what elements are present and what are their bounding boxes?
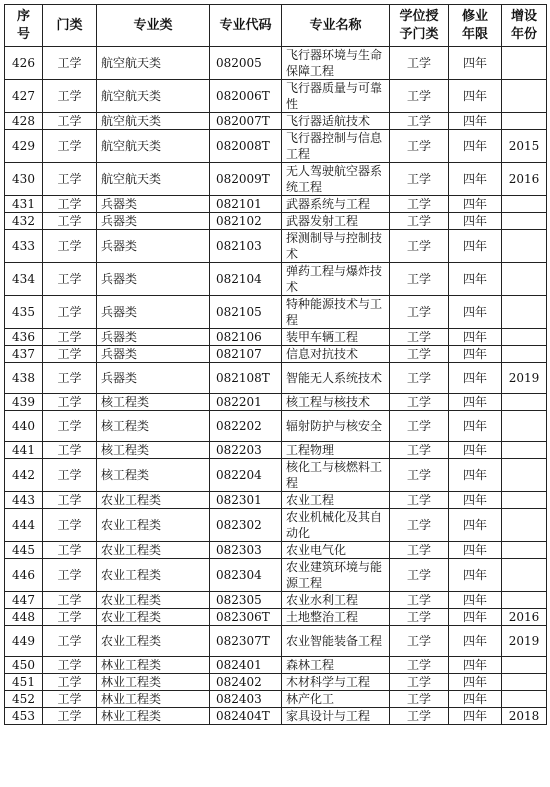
major-code-cell: 082105 [210,296,282,329]
serial-cell: 453 [5,708,43,725]
major-name-cell: 农业智能装备工程 [282,626,390,657]
year-added-cell [502,657,547,674]
table-row [5,213,547,230]
degree-category-cell: 工学 [390,542,449,559]
category-cell: 工学 [43,363,97,394]
header-category: 门类 [43,5,97,47]
major-class-cell: 核工程类 [97,442,210,459]
table-row [5,559,547,592]
year-added-cell [502,492,547,509]
major-name-cell: 特种能源技术与工程 [282,296,390,329]
study-years-cell: 四年 [449,163,502,196]
major-class-cell: 兵器类 [97,213,210,230]
header-study-years [449,5,502,47]
study-years-cell: 四年 [449,708,502,725]
header-line: 予门类 [399,26,439,42]
major-name-cell: 家具设计与工程 [282,708,390,725]
degree-category-cell: 工学 [390,674,449,691]
table-row [5,47,547,80]
header-line: 序 [16,8,30,24]
serial-cell: 439 [5,394,43,411]
major-class-cell: 航空航天类 [97,80,210,113]
major-code-cell: 082007T [210,113,282,130]
major-name-cell: 武器系统与工程 [282,196,390,213]
year-added-cell [502,411,547,442]
degree-category-cell: 工学 [390,442,449,459]
major-code-cell: 082102 [210,213,282,230]
header-row [5,5,547,47]
major-code-cell: 082304 [210,559,282,592]
table-row [5,592,547,609]
category-cell: 工学 [43,394,97,411]
major-name-cell: 飞行器适航技术 [282,113,390,130]
major-name-cell: 林产化工 [282,691,390,708]
study-years-cell: 四年 [449,509,502,542]
study-years-cell: 四年 [449,492,502,509]
serial-cell: 447 [5,592,43,609]
category-cell: 工学 [43,346,97,363]
major-name-cell: 农业水利工程 [282,592,390,609]
major-class-cell: 核工程类 [97,394,210,411]
major-class-cell: 兵器类 [97,363,210,394]
table-row [5,363,547,394]
header-major-class: 专业类 [97,5,210,47]
category-cell: 工学 [43,657,97,674]
study-years-cell: 四年 [449,542,502,559]
major-class-cell: 林业工程类 [97,708,210,725]
serial-cell: 450 [5,657,43,674]
major-class-cell: 农业工程类 [97,609,210,626]
year-added-cell [502,47,547,80]
year-added-cell: 2018 [502,708,547,725]
table-row [5,130,547,163]
study-years-cell: 四年 [449,363,502,394]
major-name-cell: 森林工程 [282,657,390,674]
study-years-cell: 四年 [449,459,502,492]
category-cell: 工学 [43,329,97,346]
degree-category-cell: 工学 [390,411,449,442]
study-years-cell: 四年 [449,442,502,459]
table-row [5,626,547,657]
serial-cell: 430 [5,163,43,196]
table-row [5,394,547,411]
major-name-cell: 武器发射工程 [282,213,390,230]
serial-cell: 434 [5,263,43,296]
degree-category-cell: 工学 [390,346,449,363]
serial-cell: 438 [5,363,43,394]
study-years-cell: 四年 [449,411,502,442]
table-row [5,346,547,363]
category-cell: 工学 [43,542,97,559]
degree-category-cell: 工学 [390,592,449,609]
study-years-cell: 四年 [449,213,502,230]
degree-category-cell: 工学 [390,609,449,626]
major-class-cell: 兵器类 [97,296,210,329]
header-line: 学位授 [399,8,439,24]
major-name-cell: 智能无人系统技术 [282,363,390,394]
category-cell: 工学 [43,213,97,230]
major-class-cell: 兵器类 [97,346,210,363]
year-added-cell: 2016 [502,609,547,626]
serial-cell: 440 [5,411,43,442]
table-row [5,674,547,691]
major-code-cell: 082307T [210,626,282,657]
degree-category-cell: 工学 [390,329,449,346]
category-cell: 工学 [43,674,97,691]
degree-category-cell: 工学 [390,509,449,542]
serial-cell: 428 [5,113,43,130]
major-name-cell: 木材科学与工程 [282,674,390,691]
year-added-cell: 2015 [502,130,547,163]
serial-cell: 433 [5,230,43,263]
major-class-cell: 林业工程类 [97,674,210,691]
category-cell: 工学 [43,163,97,196]
year-added-cell [502,442,547,459]
header-major-name: 专业名称 [282,5,390,47]
major-name-cell: 探测制导与控制技术 [282,230,390,263]
year-added-cell [502,674,547,691]
degree-category-cell: 工学 [390,163,449,196]
major-class-cell: 兵器类 [97,263,210,296]
header-line: 修业 [461,8,488,24]
degree-category-cell: 工学 [390,459,449,492]
header-major-code: 专业代码 [210,5,282,47]
serial-cell: 452 [5,691,43,708]
table-row [5,196,547,213]
table-row [5,442,547,459]
header-line: 年限 [461,26,488,42]
major-code-cell: 082202 [210,411,282,442]
category-cell: 工学 [43,609,97,626]
year-added-cell [502,196,547,213]
major-code-cell: 082108T [210,363,282,394]
study-years-cell: 四年 [449,329,502,346]
table-row [5,329,547,346]
year-added-cell [502,691,547,708]
year-added-cell: 2019 [502,626,547,657]
major-code-cell: 082005 [210,47,282,80]
category-cell: 工学 [43,626,97,657]
study-years-cell: 四年 [449,626,502,657]
year-added-cell [502,559,547,592]
serial-cell: 441 [5,442,43,459]
table-row [5,509,547,542]
table-row [5,296,547,329]
year-added-cell [502,230,547,263]
category-cell: 工学 [43,492,97,509]
study-years-cell: 四年 [449,296,502,329]
serial-cell: 432 [5,213,43,230]
study-years-cell: 四年 [449,196,502,213]
major-code-cell: 082101 [210,196,282,213]
major-code-cell: 082302 [210,509,282,542]
year-added-cell [502,296,547,329]
major-name-cell: 飞行器质量与可靠性 [282,80,390,113]
study-years-cell: 四年 [449,47,502,80]
major-class-cell: 农业工程类 [97,592,210,609]
study-years-cell: 四年 [449,691,502,708]
category-cell: 工学 [43,196,97,213]
degree-category-cell: 工学 [390,230,449,263]
major-name-cell: 飞行器控制与信息工程 [282,130,390,163]
major-code-cell: 082201 [210,394,282,411]
major-name-cell: 弹药工程与爆炸技术 [282,263,390,296]
category-cell: 工学 [43,691,97,708]
degree-category-cell: 工学 [390,113,449,130]
year-added-cell: 2016 [502,163,547,196]
major-code-cell: 082301 [210,492,282,509]
major-code-cell: 082204 [210,459,282,492]
study-years-cell: 四年 [449,263,502,296]
serial-cell: 443 [5,492,43,509]
major-name-cell: 装甲车辆工程 [282,329,390,346]
header-line: 年份 [510,26,537,42]
major-code-cell: 082009T [210,163,282,196]
header-serial [5,5,43,47]
major-class-cell: 农业工程类 [97,509,210,542]
major-code-cell: 082402 [210,674,282,691]
major-name-cell: 核工程与核技术 [282,394,390,411]
major-name-cell: 核化工与核燃料工程 [282,459,390,492]
table-row [5,80,547,113]
major-code-cell: 082306T [210,609,282,626]
category-cell: 工学 [43,509,97,542]
degree-category-cell: 工学 [390,657,449,674]
major-code-cell: 082106 [210,329,282,346]
major-name-cell: 农业建筑环境与能源工程 [282,559,390,592]
major-name-cell: 农业机械化及其自动化 [282,509,390,542]
category-cell: 工学 [43,708,97,725]
serial-cell: 442 [5,459,43,492]
category-cell: 工学 [43,263,97,296]
year-added-cell [502,329,547,346]
major-class-cell: 核工程类 [97,459,210,492]
header-year-added [502,5,547,47]
year-added-cell [502,542,547,559]
table-row [5,708,547,725]
serial-cell: 444 [5,509,43,542]
degree-category-cell: 工学 [390,626,449,657]
category-cell: 工学 [43,130,97,163]
study-years-cell: 四年 [449,657,502,674]
major-name-cell: 农业工程 [282,492,390,509]
serial-cell: 426 [5,47,43,80]
table-row [5,691,547,708]
serial-cell: 427 [5,80,43,113]
majors-table [4,4,547,725]
major-class-cell: 农业工程类 [97,542,210,559]
major-class-cell: 航空航天类 [97,130,210,163]
category-cell: 工学 [43,113,97,130]
major-name-cell: 工程物理 [282,442,390,459]
degree-category-cell: 工学 [390,47,449,80]
table-row [5,163,547,196]
category-cell: 工学 [43,47,97,80]
study-years-cell: 四年 [449,559,502,592]
major-name-cell: 无人驾驶航空器系统工程 [282,163,390,196]
major-class-cell: 兵器类 [97,329,210,346]
year-added-cell [502,592,547,609]
header-line: 增设 [510,8,537,24]
degree-category-cell: 工学 [390,196,449,213]
degree-category-cell: 工学 [390,394,449,411]
major-code-cell: 082305 [210,592,282,609]
serial-cell: 445 [5,542,43,559]
table-row [5,609,547,626]
degree-category-cell: 工学 [390,80,449,113]
major-name-cell: 辐射防护与核安全 [282,411,390,442]
serial-cell: 448 [5,609,43,626]
table-row [5,459,547,492]
major-class-cell: 林业工程类 [97,657,210,674]
major-class-cell: 农业工程类 [97,626,210,657]
table-row [5,263,547,296]
category-cell: 工学 [43,592,97,609]
major-code-cell: 082103 [210,230,282,263]
year-added-cell [502,509,547,542]
major-class-cell: 核工程类 [97,411,210,442]
study-years-cell: 四年 [449,394,502,411]
major-name-cell: 飞行器环境与生命保障工程 [282,47,390,80]
category-cell: 工学 [43,559,97,592]
study-years-cell: 四年 [449,592,502,609]
year-added-cell [502,346,547,363]
major-code-cell: 082107 [210,346,282,363]
year-added-cell: 2019 [502,363,547,394]
degree-category-cell: 工学 [390,213,449,230]
category-cell: 工学 [43,459,97,492]
year-added-cell [502,213,547,230]
major-name-cell: 土地整治工程 [282,609,390,626]
degree-category-cell: 工学 [390,130,449,163]
degree-category-cell: 工学 [390,263,449,296]
degree-category-cell: 工学 [390,708,449,725]
degree-category-cell: 工学 [390,492,449,509]
serial-cell: 437 [5,346,43,363]
major-code-cell: 082006T [210,80,282,113]
study-years-cell: 四年 [449,113,502,130]
major-class-cell: 兵器类 [97,196,210,213]
table-row [5,411,547,442]
serial-cell: 429 [5,130,43,163]
category-cell: 工学 [43,442,97,459]
major-code-cell: 082401 [210,657,282,674]
study-years-cell: 四年 [449,609,502,626]
major-class-cell: 林业工程类 [97,691,210,708]
table-row [5,492,547,509]
header-line: 号 [16,26,30,42]
major-code-cell: 082104 [210,263,282,296]
major-code-cell: 082203 [210,442,282,459]
major-class-cell: 航空航天类 [97,113,210,130]
year-added-cell [502,459,547,492]
year-added-cell [502,263,547,296]
table-row [5,657,547,674]
study-years-cell: 四年 [449,674,502,691]
major-class-cell: 兵器类 [97,230,210,263]
table-row [5,113,547,130]
degree-category-cell: 工学 [390,296,449,329]
study-years-cell: 四年 [449,130,502,163]
study-years-cell: 四年 [449,230,502,263]
year-added-cell [502,113,547,130]
year-added-cell [502,394,547,411]
table-row [5,542,547,559]
major-code-cell: 082404T [210,708,282,725]
category-cell: 工学 [43,411,97,442]
serial-cell: 446 [5,559,43,592]
header-degree-category [390,5,449,47]
study-years-cell: 四年 [449,80,502,113]
serial-cell: 451 [5,674,43,691]
major-class-cell: 航空航天类 [97,47,210,80]
degree-category-cell: 工学 [390,363,449,394]
study-years-cell: 四年 [449,346,502,363]
degree-category-cell: 工学 [390,559,449,592]
category-cell: 工学 [43,296,97,329]
serial-cell: 436 [5,329,43,346]
degree-category-cell: 工学 [390,691,449,708]
serial-cell: 435 [5,296,43,329]
major-name-cell: 信息对抗技术 [282,346,390,363]
category-cell: 工学 [43,80,97,113]
major-code-cell: 082303 [210,542,282,559]
major-code-cell: 082403 [210,691,282,708]
major-class-cell: 农业工程类 [97,559,210,592]
year-added-cell [502,80,547,113]
major-name-cell: 农业电气化 [282,542,390,559]
major-class-cell: 农业工程类 [97,492,210,509]
major-class-cell: 航空航天类 [97,163,210,196]
serial-cell: 449 [5,626,43,657]
major-code-cell: 082008T [210,130,282,163]
serial-cell: 431 [5,196,43,213]
table-row [5,230,547,263]
category-cell: 工学 [43,230,97,263]
